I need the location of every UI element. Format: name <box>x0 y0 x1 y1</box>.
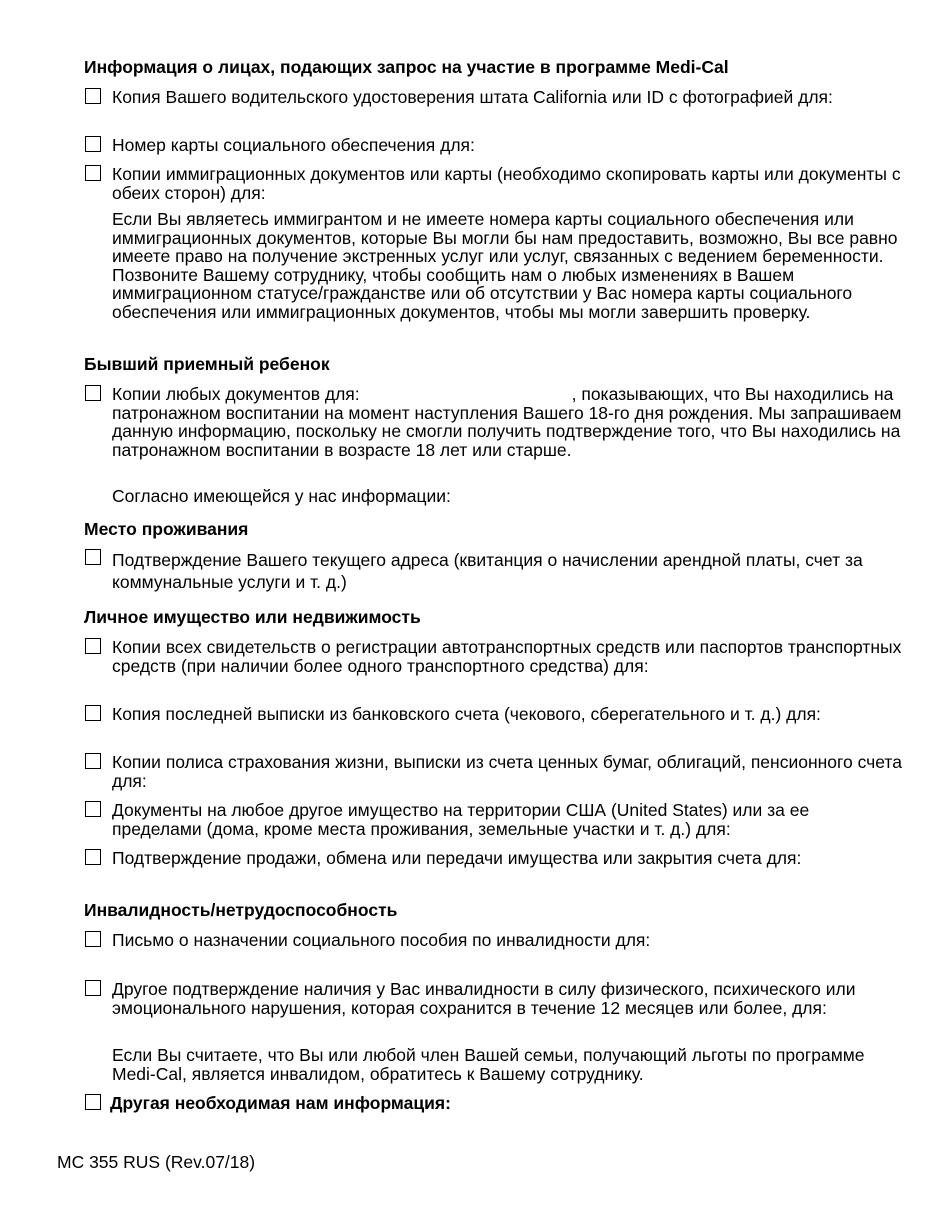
item-foster-prefix: Копии любых документов для: <box>112 384 360 404</box>
item-bank-label: Копия последней выписки из банковского счета (чекового, сберегательного и т. д.) для: <box>112 704 821 724</box>
item-address-label: Подтверждение Вашего текущего адреса (квитанция о начислении арендной платы, счет за коммунальные услуги и т. д.) <box>112 550 863 592</box>
checkbox-vehicle[interactable] <box>85 638 101 654</box>
section-heading-residence: Место проживания <box>84 519 249 539</box>
checkbox-license[interactable] <box>85 88 101 104</box>
section-heading-foster: Бывший приемный ребенок <box>84 354 330 374</box>
item-vehicle-label: Копии всех свидетельств о регистрации автотранспортных средств или паспортов транспортных средств (при наличии более одного транспортного средства) для: <box>112 637 902 676</box>
section-heading-disability: Инвалидность/нетрудоспособность <box>84 900 398 920</box>
checkbox-ssn[interactable] <box>85 136 101 152</box>
item-immigration-label: Копии иммиграционных документов или карты (необходимо скопировать карты или документы с обеих сторон) для: <box>112 164 901 203</box>
section-heading-medi-cal: Информация о лицах, подающих запрос на участие в программе Medi-Cal <box>84 57 729 77</box>
item-ssn-label: Номер карты социального обеспечения для: <box>112 135 475 155</box>
disability-note: Если Вы считаете, что Вы или любой член Вашей семьи, получающий льготы по программе Medi-Cal, является инвалидом, обратитесь к Вашему сотруднику. <box>112 1045 865 1084</box>
item-insurance-label: Копии полиса страхования жизни, выписки из счета ценных бумаг, облигаций, пенсионного счета для: <box>112 752 902 791</box>
section-heading-property: Личное имущество или недвижимость <box>84 607 421 627</box>
checkbox-address[interactable] <box>85 549 101 565</box>
checkbox-other-info[interactable] <box>85 1094 101 1110</box>
item-other-property-label: Документы на любое другое имущество на территории США (United States) или за ее пределами (дома, кроме места проживания, земельные участки и т. д.) для: <box>112 800 810 839</box>
item-other-info-label: Другая необходимая нам информация: <box>110 1093 451 1113</box>
item-license-label: Копия Вашего водительского удостоверения штата California или ID с фотографией для: <box>112 87 833 107</box>
checkbox-disability-proof[interactable] <box>85 980 101 996</box>
form-id: MC 355 RUS (Rev.07/18) <box>57 1152 256 1172</box>
item-foster-docs <box>112 385 902 459</box>
checkbox-bank[interactable] <box>85 705 101 721</box>
checkbox-sale[interactable] <box>85 849 101 865</box>
checkbox-disability-letter[interactable] <box>85 931 101 947</box>
item-sale-label: Подтверждение продажи, обмена или передачи имущества или закрытия счета для: <box>112 848 802 868</box>
checkbox-foster-docs[interactable] <box>85 385 101 401</box>
checkbox-insurance[interactable] <box>85 753 101 769</box>
checkbox-immigration[interactable] <box>85 165 101 181</box>
foster-info-label: Согласно имеющейся у нас информации: <box>112 486 451 506</box>
immigration-note: Если Вы являетесь иммигрантом и не имеете номера карты социального обеспечения или иммиграционных документов, которые Вы могли бы нам предоставить, возможно, Вы все равно имеете право на получение экстренных услуг или услуг, связанных с ведением беременности. Позвоните Вашему сотруднику, чтобы сообщить нам о любых изменениях в Вашем иммиграционном статусе/гражданстве или об отсутствии у Вас номера карты социального обеспечения или иммиграционных документов, чтобы мы могли завершить проверку. <box>112 209 898 322</box>
checkbox-other-property[interactable] <box>85 801 101 817</box>
item-disability-letter-label: Письмо о назначении социального пособия по инвалидности для: <box>112 930 651 950</box>
item-foster-suffix: , показывающих, что Вы находились на патронажном воспитании на момент наступления Вашего 18-го дня рождения. Мы запрашиваем данную информацию, поскольку не смогли получить подтверждение того, что Вы находились на патронажном воспитании в возрасте 18 лет или старше. <box>112 384 902 460</box>
item-disability-proof-label: Другое подтверждение наличия у Вас инвалидности в силу физического, психического или эмоционального нарушения, которая сохранится в течение 12 месяцев или более, для: <box>112 979 856 1018</box>
